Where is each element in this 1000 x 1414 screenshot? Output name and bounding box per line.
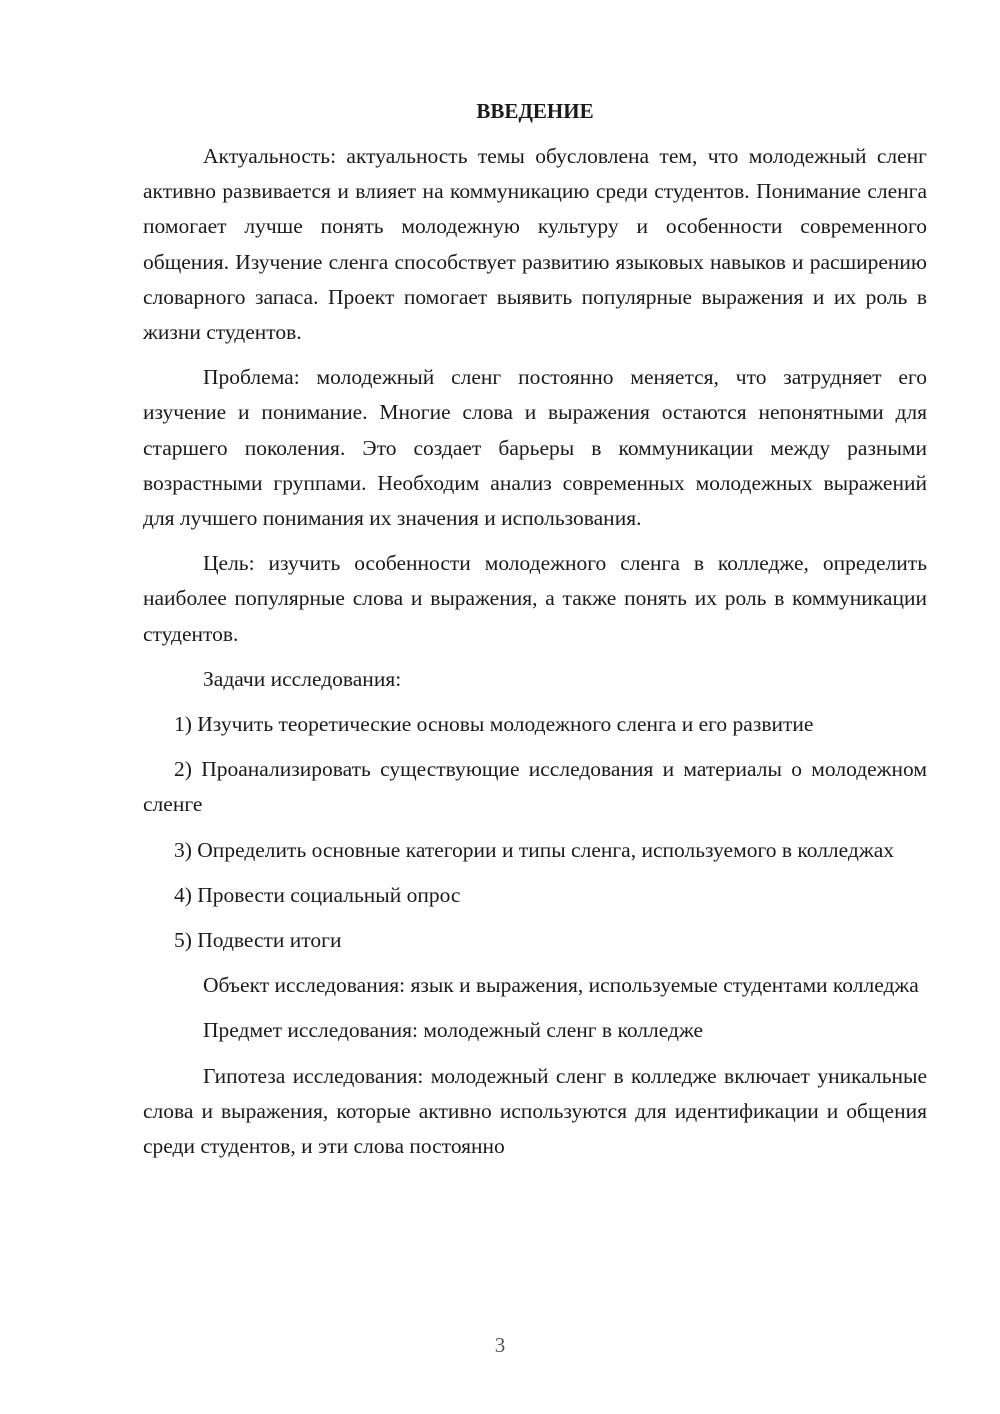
paragraph-goal: Цель: изучить особенности молодежного сленга в колледже, определить наиболее популярные слова и выражения, а также понять их роль в коммуникации студентов. [143,551,927,646]
paragraph-subject: Предмет исследования: молодежный сленг в колледже [203,1018,704,1043]
task-item-2: 2) Проанализировать существующие исследования и материалы о молодежном сленге [143,757,927,817]
paragraph-object: Объект исследования: язык и выражения, используемые студентами колледжа [203,973,919,998]
task-item-5: 5) Подвести итоги [174,928,342,953]
task-item-3: 3) Определить основные категории и типы сленга, используемого в колледжах [174,837,894,862]
task-item-4: 4) Провести социальный опрос [174,882,461,907]
paragraph-relevance: Актуальность: актуальность темы обусловлена тем, что молодежный сленг активно развивается и влияет на коммуникацию среди студентов. Понимание сленга помогает лучше понять молодежную культуру и особенности современного общения. Изучение сленга способствует развитию языковых навыков и расширению словарного запаса. Проект помогает выявить популярные выражения и их роль в жизни студентов. [143,144,927,345]
paragraph-problem: Проблема: молодежный сленг постоянно меняется, что затрудняет его изучение и понимание. Многие слова и выражения остаются непонятными для старшего поколения. Это создает барьеры в коммуникации между разными возрастными группами. Необходим анализ современных молодежных выражений для лучшего понимания их значения и использования. [143,365,927,531]
page-title: ВВЕДЕНИЕ [476,99,594,123]
task-item-1: 1) Изучить теоретические основы молодежного сленга и его развитие [174,712,814,737]
paragraph-hypothesis: Гипотеза исследования: молодежный сленг в колледже включает уникальные слова и выражения, которые активно используются для идентификации и общения среди студентов, и эти слова постоянно [143,1063,927,1159]
page-body [143,95,927,1174]
paragraph-tasks-heading: Задачи исследования: [203,666,402,691]
page-number: 3 [494,1333,506,1357]
